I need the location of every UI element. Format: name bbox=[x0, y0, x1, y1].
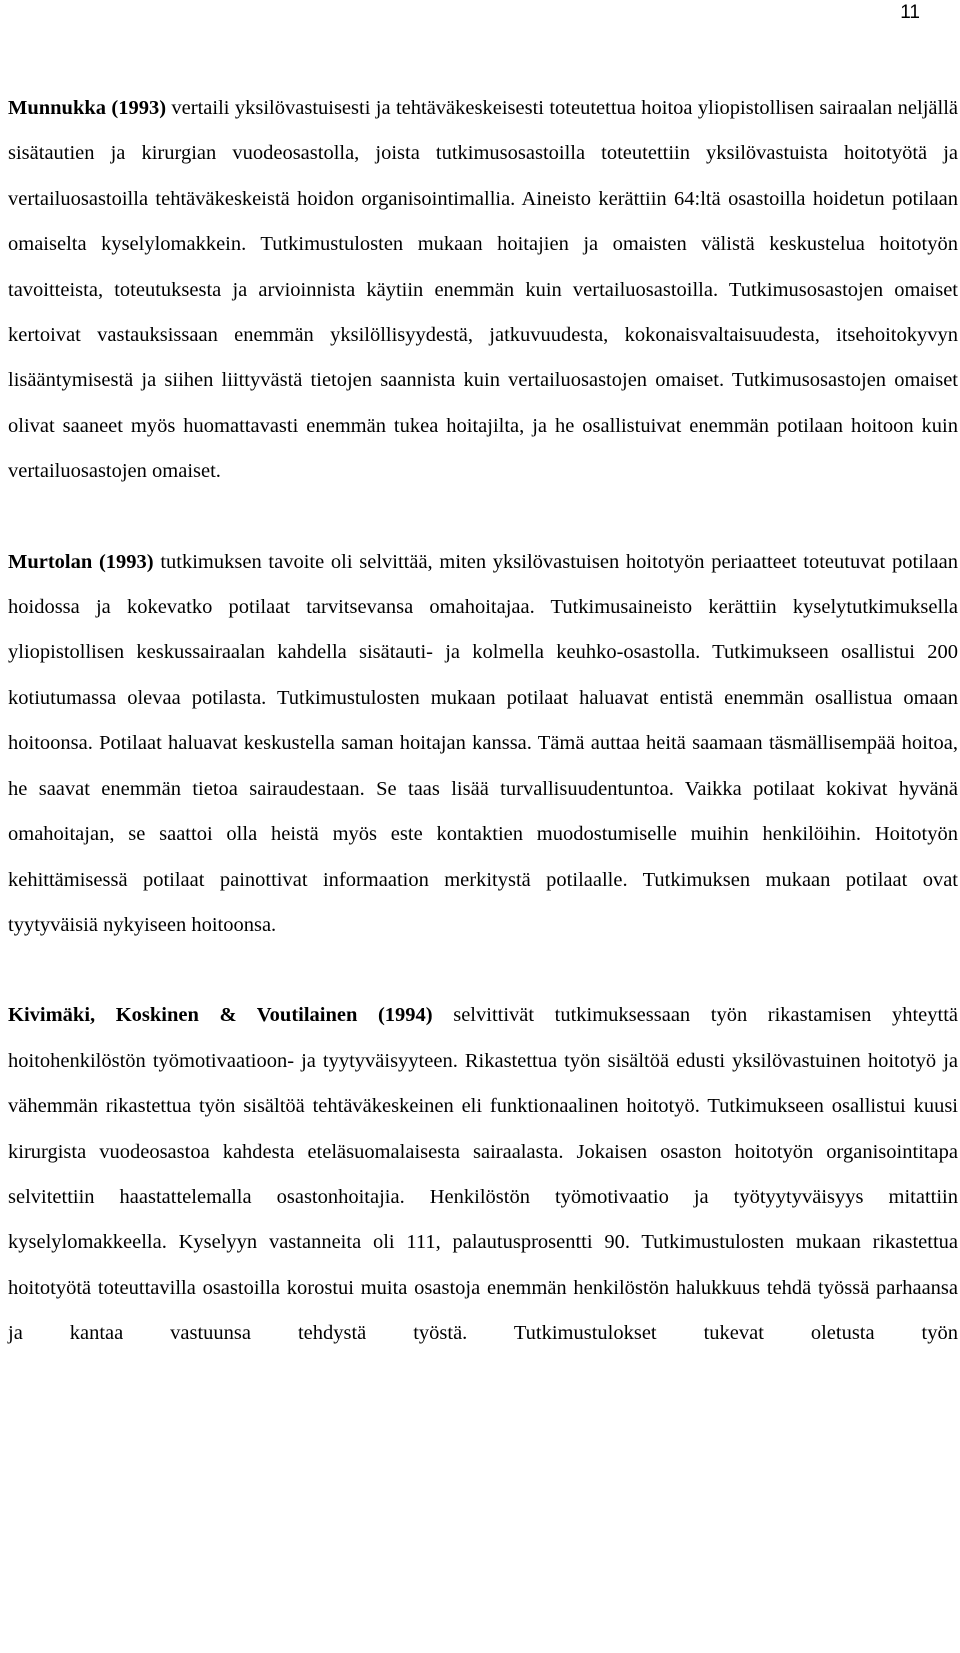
paragraph-munnukka bbox=[8, 86, 958, 495]
author-citation: Murtolan (1993) bbox=[8, 550, 154, 573]
page-number: 11 bbox=[900, 2, 920, 23]
author-citation: Kivimäki, Koskinen & Voutilainen (1994) bbox=[8, 1004, 433, 1027]
author-citation: Munnukka (1993) bbox=[8, 97, 167, 119]
document-body bbox=[8, 86, 958, 1402]
paragraph-kivimaki bbox=[8, 993, 958, 1356]
paragraph-text: vertaili yksilövastuisesti ja tehtäväkeskeisesti toteutettua hoitoa yliopistollisen sairaalan neljällä sisätautien ja kirurgian vuodeosastolla, joista tutkimusosastoilla toteutettiin yksilövastuista hoitotyötä ja vertailuosastoilla tehtäväkeskeistä hoidon organisointimallia. Aineisto kerättiin 64:ltä osastoilla hoidetun potilaan omaiselta kyselylomakkein. Tutkimustulosten mukaan hoitajien ja omaisten välistä keskustelua hoitotyön tavoitteista, toteutuksesta ja arvioinnista käytiin enemmän kuin vertailuosastoilla. Tutkimusosastojen omaiset kertoivat vastauksissaan enemmän yksilöllisyydestä, jatkuvuudesta, kokonaisvaltaisuudesta, itsehoitokyvyn lisääntymisestä ja siihen liittyvästä tietojen saannista kuin vertailuosastojen omaiset. Tutkimusosastojen omaiset olivat saaneet myös huomattavasti enemmän tukea hoitajilta, ja he osallistuivat enemmän potilaan hoitoon kuin vertailuosastojen omaiset. bbox=[8, 97, 958, 483]
paragraph-text: selvittivät tutkimuksessaan työn rikastamisen yhteyttä hoitohenkilöstön työmotivaatioon- ja tyytyväisyyteen. Rikastettua työn sisältöä edusti yksilövastuinen hoitotyö ja vähemmän rikastettua työn sisältöä tehtäväkeskeinen eli funktionaalinen hoitotyö. Tutkimukseen osallistui kuusi kirurgista vuodeosastoa kahdesta eteläsuomalaisesta sairaalasta. Jokaisen osaston hoitotyön organisointitapa selvitettiin haastattelemalla osastonhoitajia. Henkilöstön työmotivaatio ja työtyytyväisyys mitattiin kyselylomakkeella. Kyselyyn vastanneita oli 111, palautusprosentti 90. Tutkimustulosten mukaan rikastettua hoitotyötä toteuttavilla osastoilla korostui muita osastoja enemmän henkilöstön halukkuus tehdä työssä parhaansa ja kantaa vastuunsa tehdystä työstä. Tutkimustulokset tukevat oletusta työn bbox=[8, 1004, 959, 1345]
paragraph-murtola bbox=[8, 540, 958, 949]
paragraph-text: tutkimuksen tavoite oli selvittää, miten yksilövastuisen hoitotyön periaatteet toteutuvat potilaan hoidossa ja kokevatko potilaat tarvitsevansa omahoitajaa. Tutkimusaineisto kerättiin kyselytutkimuksella yliopistollisen keskussairaalan kahdella sisätauti- ja kolmella keuhko-osastolla. Tutkimukseen osallistui 200 kotiutumassa olevaa potilasta. Tutkimustulosten mukaan potilaat haluavat entistä enemmän osallistua omaan hoitoonsa. Potilaat haluavat keskustella saman hoitajan kanssa. Tämä auttaa heitä saamaan täsmällisempää hoitoa, he saavat enemmän tietoa sairaudestaan. Se taas lisää turvallisuudentuntoa. Vaikka potilaat kokivat hyvänä omahoitajan, se saattoi olla heistä myös este kontaktien muodostumiselle muihin henkilöihin. Hoitotyön kehittämisessä potilaat painottivat informaation merkitystä potilaalle. Tutkimuksen mukaan potilaat ovat tyytyväisiä nykyiseen hoitoonsa. bbox=[8, 550, 958, 936]
